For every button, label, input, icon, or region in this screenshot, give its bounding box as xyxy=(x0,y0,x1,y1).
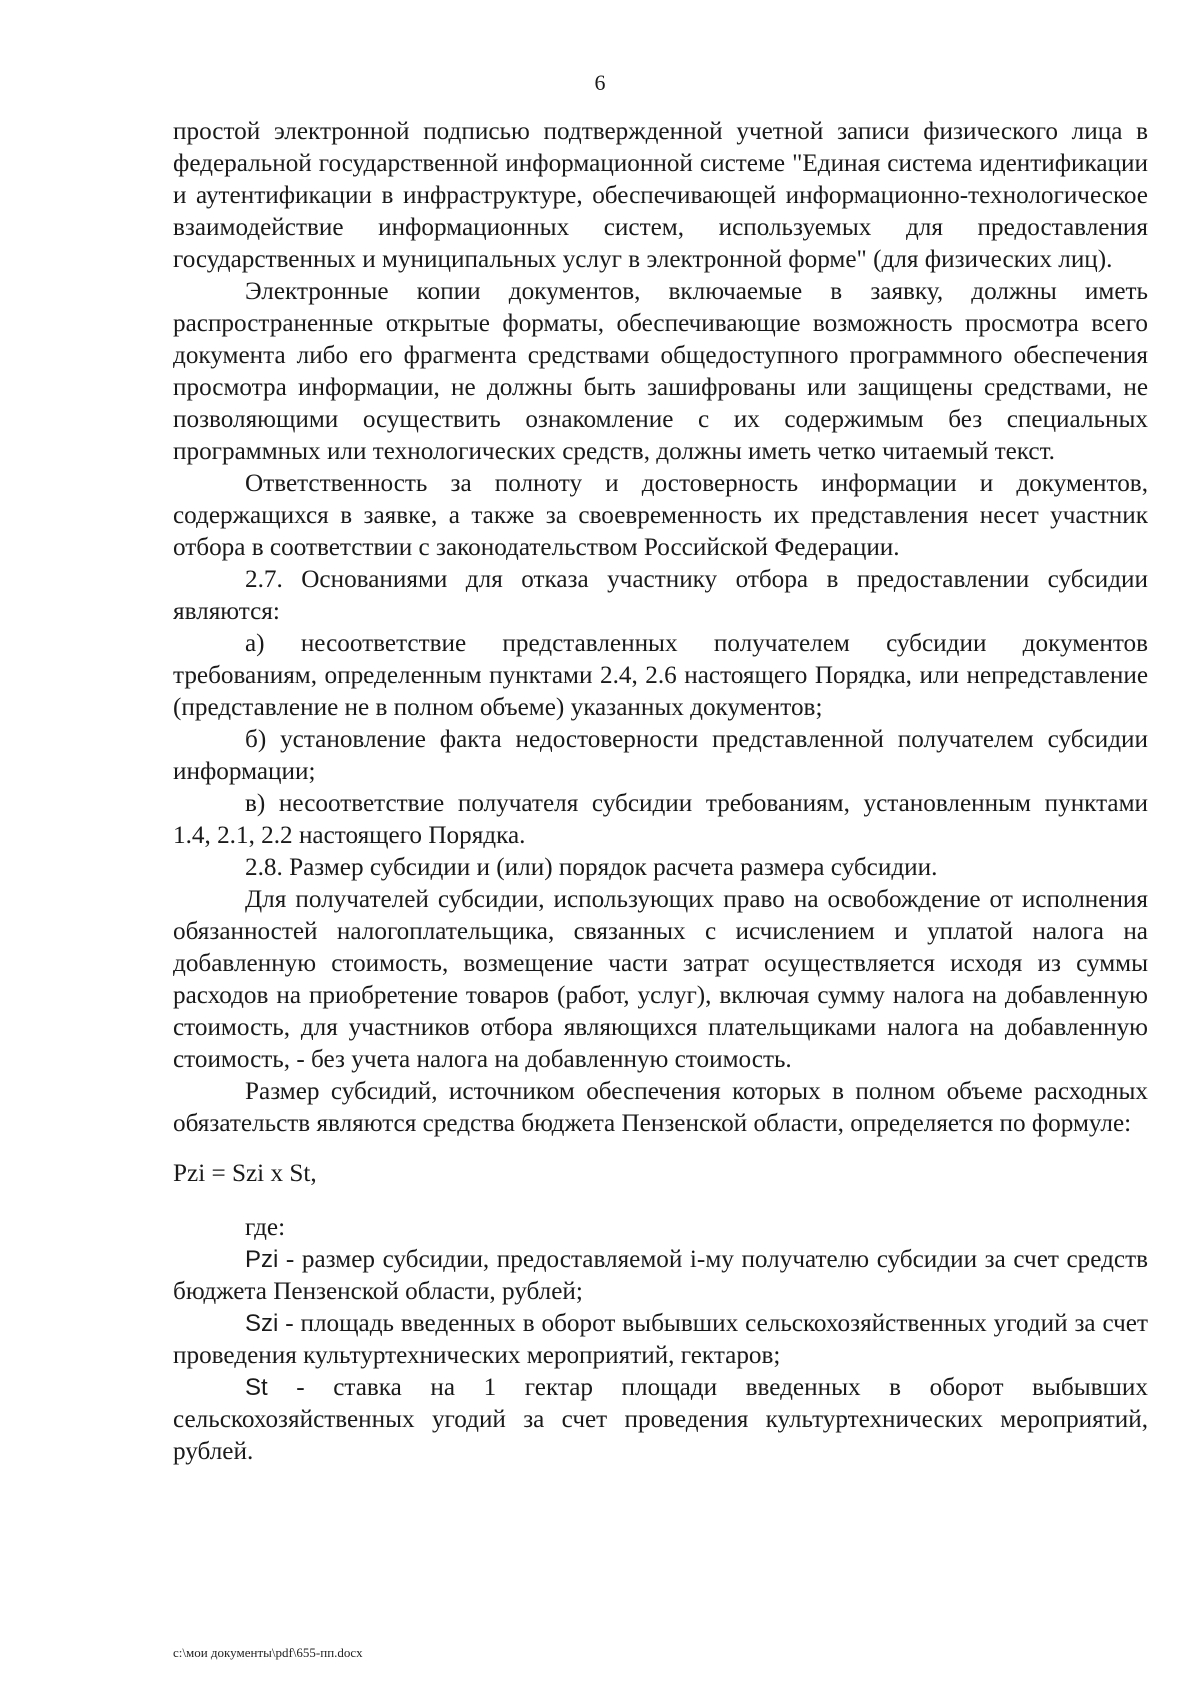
paragraph-responsibility: Ответственность за полноту и достоверность информации и документов, содержащихся в заявке, а также за своевременность их представления несет участник отбора в соответствии с законодательством Российской Федерации. xyxy=(173,470,1148,561)
definition-szi xyxy=(173,1308,1148,1372)
paragraph-vat-rules: Для получателей субсидии, использующих право на освобождение от исполнения обязанностей налогоплательщика, связанных с исчислением и уплатой налога на добавленную стоимость, возмещение части затрат осуществляется исходя из суммы расходов на приобретение товаров (работ, услуг), включая сумму налога на добавленную стоимость, для участников отбора являющихся плательщиками налога на добавленную стоимость, - без учета налога на добавленную стоимость. xyxy=(173,886,1148,1073)
definition-st xyxy=(173,1372,1148,1468)
definition-pzi-text: - размер субсидии, предоставляемой i-му получателю субсидии за счет средств бюджета Пензенской области, рублей; xyxy=(173,1246,1148,1305)
page-number: 6 xyxy=(594,70,606,95)
subsidy-formula: Pzi = Szi x St, xyxy=(173,1160,317,1187)
paragraph-where: где: xyxy=(245,1214,286,1241)
paragraph-electronic-copies: Электронные копии документов, включаемые в заявку, должны иметь распространенные открытые форматы, обеспечивающие возможность просмотра всего документа либо его фрагмента средствами общедоступного программного обеспечения просмотра информации, не должны быть зашифрованы или защищены средствами, не позволяющими осуществить ознакомление с их содержимым без специальных программных или технологических средств, должны иметь четко читаемый текст. xyxy=(173,278,1148,465)
variable-szi: Szi xyxy=(245,1310,279,1337)
definition-pzi xyxy=(173,1244,1148,1308)
paragraph-item-c: в) несоответствие получателя субсидии требованиям, установленным пунктами 1.4, 2.1, 2.2 настоящего Порядка. xyxy=(173,790,1148,849)
document-body xyxy=(173,116,1148,1468)
footer-file-path: c:\мои документы\pdf\655-пп.docx xyxy=(173,1645,363,1660)
paragraph-item-b: б) установление факта недостоверности представленной получателем субсидии информации; xyxy=(173,726,1148,785)
paragraph-section-2-7: 2.7. Основаниями для отказа участнику отбора в предоставлении субсидии являются: xyxy=(173,566,1148,625)
variable-pzi: Pzi xyxy=(245,1246,279,1273)
paragraph-section-2-8: 2.8. Размер субсидии и (или) порядок расчета размера субсидии. xyxy=(245,854,938,881)
definition-st-text: - ставка на 1 гектар площади введенных в оборот выбывших сельскохозяйственных угодий за счет проведения культуртехнических мероприятий, рублей. xyxy=(173,1374,1148,1465)
paragraph-esia-signature: простой электронной подписью подтвержденной учетной записи физического лица в федеральной государственной информационной системе "Единая система идентификации и аутентификации в инфраструктуре, обеспечивающей информационно-технологическое взаимодействие информационных систем, используемых для предоставления государственных и муниципальных услуг в электронной форме" (для физических лиц). xyxy=(173,118,1148,273)
paragraph-subsidy-formula-intro: Размер субсидий, источником обеспечения которых в полном объеме расходных обязательств являются средства бюджета Пензенской области, определяется по формуле: xyxy=(173,1078,1148,1137)
definition-szi-text: - площадь введенных в оборот выбывших сельскохозяйственных угодий за счет проведения культуртехнических мероприятий, гектаров; xyxy=(173,1310,1148,1369)
variable-st: St xyxy=(245,1374,268,1401)
paragraph-item-a: а) несоответствие представленных получателем субсидии документов требованиям, определенным пунктами 2.4, 2.6 настоящего Порядка, или непредставление (представление не в полном объеме) указанных документов; xyxy=(173,630,1148,721)
